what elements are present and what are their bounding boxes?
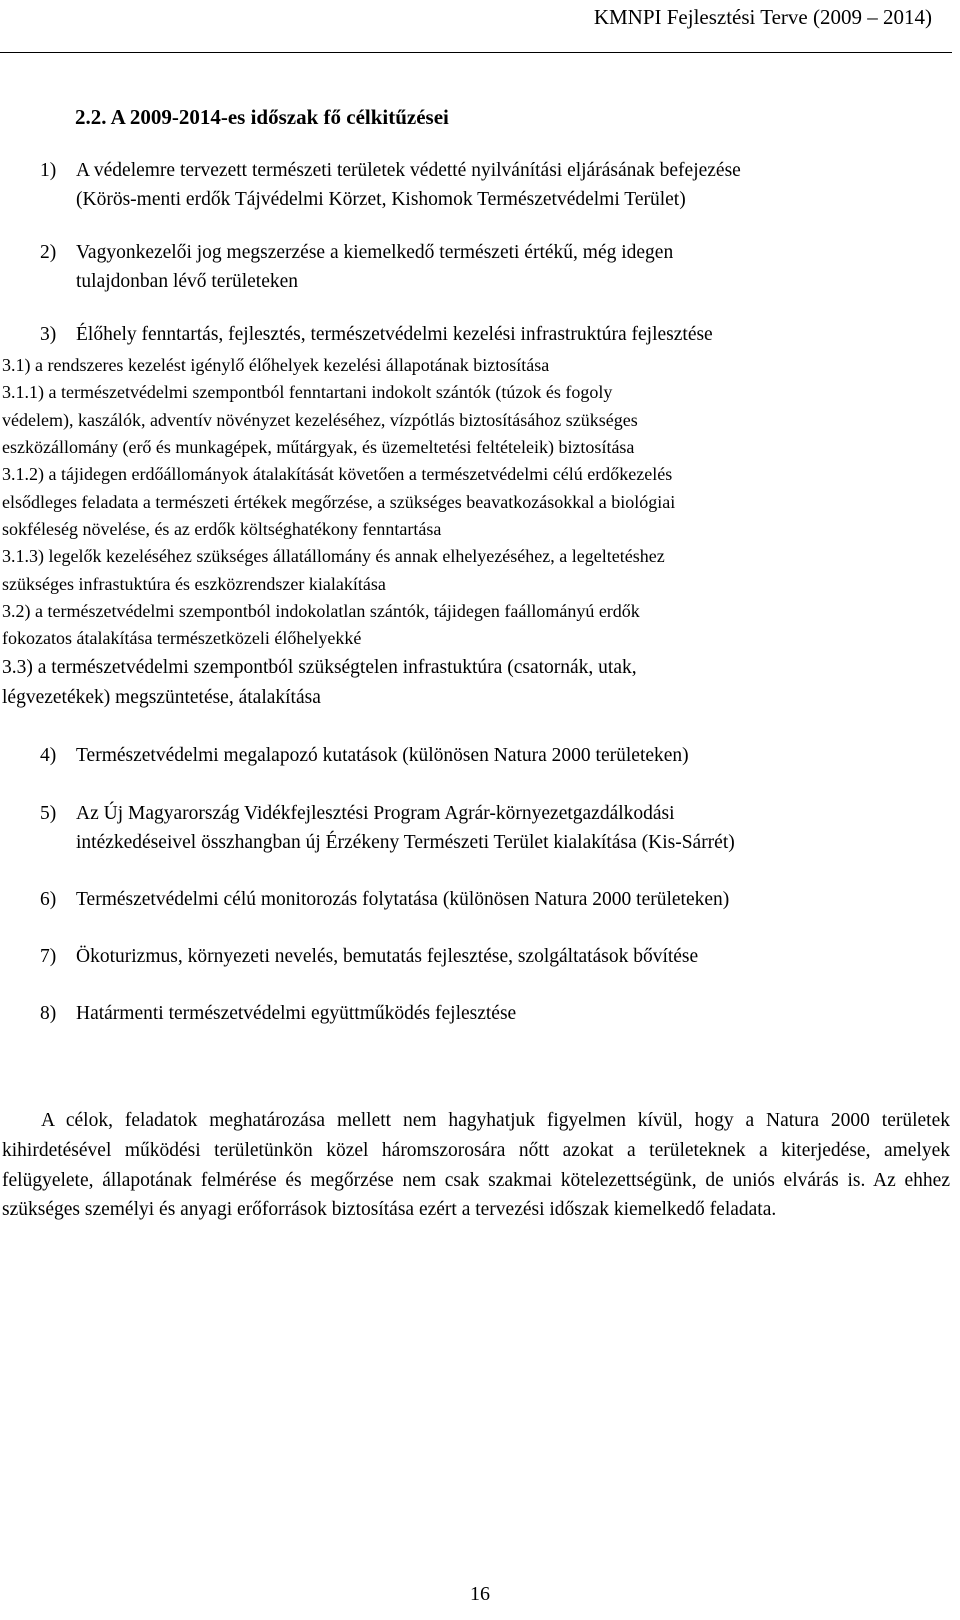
goal-1-line-1: A védelemre tervezett természeti területek védetté nyilvánítási eljárásának befejezése — [76, 160, 741, 181]
closing-paragraph: A célok, feladatok meghatározása mellett nem hagyhatjuk figyelmen kívül, hogy a Natura 2000 területek kihirdetésével működési területünkön közel háromszorosára nőtt azokat a területeknek a kiterjedése, amelyek felügyelete, állapotának felmérése és megőrzése nem csak szakmai kötelezettségünk, de uniós elvárás is. Az ehhez szükséges személyi és anyagi erőforrások biztosítása ezért a tervezési időszak kiemelkedő feladata. — [2, 1110, 950, 1221]
page-number: 16 — [470, 1583, 490, 1605]
subgoal-line: védelem), kaszálók, adventív növényzet kezeléséhez, vízpótlás biztosításához szükséges — [2, 410, 638, 430]
goal-2-line-1: Vagyonkezelői jog megszerzése a kiemelkedő természeti értékű, még idegen — [76, 242, 674, 263]
subgoal-line: szükséges infrastuktúra és eszközrendszer kialakítása — [2, 574, 386, 594]
goal-8-text: Határmenti természetvédelmi együttműködés fejlesztése — [76, 1003, 517, 1024]
running-header: KMNPI Fejlesztési Terve (2009 – 2014) — [593, 5, 932, 29]
goal-number: 7) — [40, 946, 57, 967]
goal-number: 5) — [40, 803, 57, 824]
subgoal-line: 3.1.3) legelők kezeléséhez szükséges állatállomány és annak elhelyezéséhez, a legeltetéshez — [2, 546, 665, 566]
goal-6-text: Természetvédelmi célú monitorozás folytatása (különösen Natura 2000 területeken) — [76, 889, 730, 910]
goal-number: 3) — [40, 324, 57, 345]
header-divider — [0, 52, 952, 53]
subgoal-line: elsődleges feladata a természeti értékek megőrzése, a szükséges beavatkozásokkal a biológiai — [2, 492, 676, 512]
goal-1-line-2: (Körös-menti erdők Tájvédelmi Körzet, Kishomok Természetvédelmi Terület) — [76, 189, 686, 210]
subgoal-line: 3.1) a rendszeres kezelést igénylő élőhelyek kezelési állapotának biztosítása — [2, 355, 550, 375]
goal-2-line-2: tulajdonban lévő területeken — [76, 271, 299, 292]
subgoal-line: sokféleség növelése, és az erdők költséghatékony fenntartása — [2, 519, 442, 539]
subgoal-line: 3.2) a természetvédelmi szempontból indokolatlan szántók, tájidegen faállományú erdők — [2, 601, 640, 621]
goal-number: 1) — [40, 160, 57, 181]
section-title: 2.2. A 2009-2014-es időszak fő célkitűzései — [75, 105, 449, 129]
subgoal-line: eszközállomány (erő és munkagépek, műtárgyak, és üzemeltetési feltételeik) biztosítása — [2, 437, 635, 457]
goal-number: 2) — [40, 242, 57, 263]
subgoal-line: fokozatos átalakítása természetközeli élőhelyekké — [2, 628, 362, 648]
subgoal-line: légvezetékek) megszüntetése, átalakítása — [2, 687, 321, 708]
goal-5-line-1: Az Új Magyarország Vidékfejlesztési Program Agrár-környezetgazdálkodási — [76, 803, 675, 824]
goal-7-text: Ökoturizmus, környezeti nevelés, bemutatás fejlesztése, szolgáltatások bővítése — [76, 946, 699, 967]
goal-number: 8) — [40, 1003, 57, 1024]
goal-3-line-1: Élőhely fenntartás, fejlesztés, természetvédelmi kezelési infrastruktúra fejlesztése — [76, 324, 713, 345]
goal-5-line-2: intézkedéseivel összhangban új Érzékeny Természeti Terület kialakítása (Kis-Sárrét) — [76, 832, 735, 853]
goal-number: 6) — [40, 889, 57, 910]
subgoal-line: 3.3) a természetvédelmi szempontból szükségtelen infrastuktúra (csatornák, utak, — [2, 657, 637, 678]
subgoal-line: 3.1.1) a természetvédelmi szempontból fenntartani indokolt szántók (túzok és fogoly — [2, 382, 613, 402]
goal-4-text: Természetvédelmi megalapozó kutatások (különösen Natura 2000 területeken) — [76, 745, 689, 766]
goal-number: 4) — [40, 745, 57, 766]
subgoal-line: 3.1.2) a tájidegen erdőállományok átalakítását követően a természetvédelmi célú erdőkezelés — [2, 464, 673, 484]
